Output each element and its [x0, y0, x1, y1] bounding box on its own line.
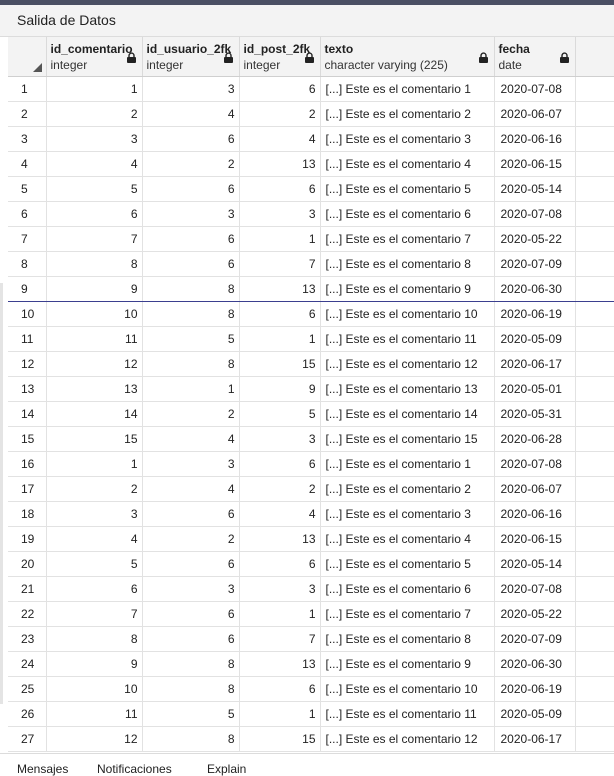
cell-fecha[interactable]: 2020-07-09	[494, 627, 575, 652]
cell-id-comentario[interactable]: 8	[46, 627, 142, 652]
row-number[interactable]: 12	[8, 352, 46, 377]
column-name: id_usuario_2fk	[146, 42, 232, 56]
cell-id-comentario[interactable]: 10	[46, 677, 142, 702]
cell-id-usuario[interactable]: 8	[142, 677, 239, 702]
cell-fecha[interactable]: 2020-05-09	[494, 702, 575, 727]
cell-id-comentario[interactable]: 7	[46, 602, 142, 627]
cell-id-post[interactable]: 2	[239, 477, 320, 502]
cell-id-post[interactable]: 13	[239, 152, 320, 177]
cell-fecha[interactable]: 2020-06-30	[494, 652, 575, 677]
table-row[interactable]	[8, 577, 614, 602]
row-number[interactable]: 22	[8, 602, 46, 627]
row-number[interactable]: 23	[8, 627, 46, 652]
cell-fecha[interactable]: 2020-06-15	[494, 152, 575, 177]
lock-icon	[478, 52, 489, 62]
select-all-corner[interactable]	[8, 37, 46, 77]
cell-fecha[interactable]: 2020-06-17	[494, 727, 575, 752]
cell-texto[interactable]: [...] Este es el comentario 12	[320, 352, 494, 377]
cell-id-usuario[interactable]: 6	[142, 127, 239, 152]
column-header-fecha[interactable]	[494, 37, 575, 77]
cell-texto[interactable]: [...] Este es el comentario 11	[320, 702, 494, 727]
cell-id-usuario[interactable]: 8	[142, 727, 239, 752]
cell-fecha[interactable]: 2020-06-30	[494, 277, 575, 302]
cell-id-comentario[interactable]: 3	[46, 127, 142, 152]
table-row[interactable]	[8, 77, 614, 102]
table-row[interactable]	[8, 452, 614, 477]
row-number[interactable]: 1	[8, 77, 46, 102]
cell-texto[interactable]: [...] Este es el comentario 10	[320, 302, 494, 327]
cell-id-post[interactable]: 13	[239, 277, 320, 302]
table-row[interactable]	[8, 702, 614, 727]
row-filler	[575, 502, 614, 527]
cell-id-post[interactable]: 1	[239, 702, 320, 727]
tab-notificaciones[interactable]: Notificaciones	[97, 762, 172, 776]
cell-id-post[interactable]: 3	[239, 427, 320, 452]
cell-id-post[interactable]: 4	[239, 127, 320, 152]
cell-id-usuario[interactable]: 8	[142, 652, 239, 677]
cell-texto[interactable]: [...] Este es el comentario 4	[320, 152, 494, 177]
row-number[interactable]: 14	[8, 402, 46, 427]
cell-id-usuario[interactable]: 6	[142, 627, 239, 652]
row-filler	[575, 227, 614, 252]
cell-id-comentario[interactable]: 11	[46, 702, 142, 727]
table-row[interactable]	[8, 477, 614, 502]
cell-id-post[interactable]: 6	[239, 552, 320, 577]
panel-title-bar	[0, 5, 614, 37]
cell-id-comentario[interactable]: 10	[46, 302, 142, 327]
row-filler	[575, 702, 614, 727]
cell-id-post[interactable]: 15	[239, 727, 320, 752]
row-number[interactable]: 26	[8, 702, 46, 727]
cell-id-comentario[interactable]: 9	[46, 277, 142, 302]
cell-id-usuario[interactable]: 6	[142, 552, 239, 577]
cell-id-usuario[interactable]: 1	[142, 377, 239, 402]
table-row[interactable]	[8, 252, 614, 277]
cell-fecha[interactable]: 2020-05-31	[494, 402, 575, 427]
row-number[interactable]: 27	[8, 727, 46, 752]
cell-id-post[interactable]: 13	[239, 652, 320, 677]
table-row[interactable]	[8, 202, 614, 227]
row-filler	[575, 452, 614, 477]
table-row[interactable]	[8, 327, 614, 352]
table-row[interactable]	[8, 652, 614, 677]
cell-texto[interactable]: [...] Este es el comentario 5	[320, 552, 494, 577]
column-type: integer	[146, 58, 184, 72]
table-row[interactable]	[8, 377, 614, 402]
row-filler	[575, 202, 614, 227]
cell-id-post[interactable]: 15	[239, 352, 320, 377]
column-header-id-post-2fk[interactable]	[239, 37, 320, 77]
cell-texto[interactable]: [...] Este es el comentario 10	[320, 677, 494, 702]
panel-title: Salida de Datos	[17, 12, 116, 28]
column-name: texto	[324, 42, 354, 56]
cell-id-comentario[interactable]: 13	[46, 377, 142, 402]
cell-id-usuario[interactable]: 8	[142, 302, 239, 327]
cell-texto[interactable]: [...] Este es el comentario 2	[320, 102, 494, 127]
cell-fecha[interactable]: 2020-06-28	[494, 427, 575, 452]
row-filler	[575, 102, 614, 127]
cell-id-usuario[interactable]: 3	[142, 77, 239, 102]
table-row[interactable]	[8, 627, 614, 652]
row-number[interactable]: 5	[8, 177, 46, 202]
cell-id-comentario[interactable]: 3	[46, 502, 142, 527]
column-header-id-usuario-2fk[interactable]	[142, 37, 239, 77]
column-header-texto[interactable]	[320, 37, 494, 77]
cell-fecha[interactable]: 2020-07-08	[494, 452, 575, 477]
row-number[interactable]: 19	[8, 527, 46, 552]
table-row[interactable]	[8, 302, 614, 327]
cell-texto[interactable]: [...] Este es el comentario 12	[320, 727, 494, 752]
cell-fecha[interactable]: 2020-05-22	[494, 227, 575, 252]
cell-fecha[interactable]: 2020-05-14	[494, 552, 575, 577]
row-filler	[575, 177, 614, 202]
row-number[interactable]: 6	[8, 202, 46, 227]
row-filler	[575, 402, 614, 427]
row-number[interactable]: 18	[8, 502, 46, 527]
row-number[interactable]: 21	[8, 577, 46, 602]
column-header-id-comentario[interactable]	[46, 37, 142, 77]
cell-texto[interactable]: [...] Este es el comentario 2	[320, 477, 494, 502]
row-number[interactable]: 3	[8, 127, 46, 152]
cell-id-usuario[interactable]: 8	[142, 352, 239, 377]
row-number[interactable]: 20	[8, 552, 46, 577]
cell-id-usuario[interactable]: 3	[142, 202, 239, 227]
column-name: fecha	[498, 42, 530, 56]
cell-fecha[interactable]: 2020-07-08	[494, 202, 575, 227]
cell-id-usuario[interactable]: 4	[142, 102, 239, 127]
cell-texto[interactable]: [...] Este es el comentario 7	[320, 602, 494, 627]
cell-texto[interactable]: [...] Este es el comentario 6	[320, 202, 494, 227]
cell-texto[interactable]: [...] Este es el comentario 15	[320, 427, 494, 452]
cell-id-comentario[interactable]: 4	[46, 152, 142, 177]
row-number[interactable]: 16	[8, 452, 46, 477]
cell-fecha[interactable]: 2020-05-01	[494, 377, 575, 402]
cell-texto[interactable]: [...] Este es el comentario 3	[320, 127, 494, 152]
cell-id-post[interactable]: 7	[239, 627, 320, 652]
row-number[interactable]: 24	[8, 652, 46, 677]
row-filler	[575, 277, 614, 302]
cell-id-post[interactable]: 9	[239, 377, 320, 402]
table-row[interactable]	[8, 502, 614, 527]
cell-fecha[interactable]: 2020-07-08	[494, 577, 575, 602]
cell-id-post[interactable]: 13	[239, 527, 320, 552]
row-filler	[575, 627, 614, 652]
cell-id-post[interactable]: 1	[239, 327, 320, 352]
row-filler	[575, 727, 614, 752]
cell-id-comentario[interactable]: 14	[46, 402, 142, 427]
header-filler	[575, 37, 614, 77]
cell-id-comentario[interactable]: 2	[46, 102, 142, 127]
table-row[interactable]	[8, 602, 614, 627]
row-filler	[575, 477, 614, 502]
row-filler	[575, 352, 614, 377]
row-filler	[575, 652, 614, 677]
row-filler	[575, 427, 614, 452]
row-number[interactable]: 8	[8, 252, 46, 277]
row-filler	[575, 377, 614, 402]
lock-icon	[559, 52, 570, 62]
cell-id-post[interactable]: 7	[239, 252, 320, 277]
cell-id-usuario[interactable]: 8	[142, 277, 239, 302]
column-type: date	[498, 58, 522, 72]
table-row[interactable]	[8, 677, 614, 702]
table-row[interactable]	[8, 152, 614, 177]
cell-texto[interactable]: [...] Este es el comentario 11	[320, 327, 494, 352]
cell-texto[interactable]: [...] Este es el comentario 1	[320, 77, 494, 102]
cell-texto[interactable]: [...] Este es el comentario 4	[320, 527, 494, 552]
cell-texto[interactable]: [...] Este es el comentario 6	[320, 577, 494, 602]
row-filler	[575, 327, 614, 352]
select-all-triangle-icon	[33, 63, 42, 72]
table-row[interactable]	[8, 127, 614, 152]
cell-id-post[interactable]: 6	[239, 177, 320, 202]
cell-id-usuario[interactable]: 4	[142, 427, 239, 452]
column-type: character varying (225)	[324, 58, 448, 72]
cell-texto[interactable]: [...] Este es el comentario 9	[320, 277, 494, 302]
cell-id-comentario[interactable]: 9	[46, 652, 142, 677]
cell-id-usuario[interactable]: 2	[142, 152, 239, 177]
row-filler	[575, 527, 614, 552]
cell-fecha[interactable]: 2020-06-16	[494, 127, 575, 152]
cell-texto[interactable]: [...] Este es el comentario 1	[320, 452, 494, 477]
table-row[interactable]	[8, 177, 614, 202]
cell-texto[interactable]: [...] Este es el comentario 13	[320, 377, 494, 402]
cell-id-post[interactable]: 3	[239, 202, 320, 227]
row-filler	[575, 77, 614, 102]
cell-texto[interactable]: [...] Este es el comentario 3	[320, 502, 494, 527]
column-name: id_comentario	[50, 42, 133, 56]
table-row[interactable]	[8, 552, 614, 577]
cell-id-comentario[interactable]: 8	[46, 252, 142, 277]
row-number[interactable]: 10	[8, 302, 46, 327]
row-number[interactable]: 7	[8, 227, 46, 252]
table-row[interactable]	[8, 527, 614, 552]
cell-id-comentario[interactable]: 15	[46, 427, 142, 452]
table-row[interactable]	[8, 727, 614, 752]
column-name: id_post_2fk	[243, 42, 311, 56]
cell-id-usuario[interactable]: 6	[142, 602, 239, 627]
cell-id-usuario[interactable]: 6	[142, 252, 239, 277]
cell-id-usuario[interactable]: 6	[142, 227, 239, 252]
row-number[interactable]: 2	[8, 102, 46, 127]
cell-fecha[interactable]: 2020-06-07	[494, 477, 575, 502]
cell-id-comentario[interactable]: 6	[46, 202, 142, 227]
cell-fecha[interactable]: 2020-06-07	[494, 102, 575, 127]
cell-texto[interactable]: [...] Este es el comentario 7	[320, 227, 494, 252]
row-number[interactable]: 13	[8, 377, 46, 402]
cell-id-post[interactable]: 2	[239, 102, 320, 127]
cell-id-comentario[interactable]: 1	[46, 77, 142, 102]
cell-fecha[interactable]: 2020-05-14	[494, 177, 575, 202]
row-filler	[575, 302, 614, 327]
row-number[interactable]: 15	[8, 427, 46, 452]
cell-id-comentario[interactable]: 12	[46, 727, 142, 752]
cell-fecha[interactable]: 2020-05-09	[494, 327, 575, 352]
cell-fecha[interactable]: 2020-07-09	[494, 252, 575, 277]
cell-texto[interactable]: [...] Este es el comentario 14	[320, 402, 494, 427]
table-row[interactable]	[8, 227, 614, 252]
results-table	[8, 37, 614, 752]
tab-mensajes[interactable]: Mensajes	[17, 762, 69, 776]
panel-left-edge	[0, 283, 3, 704]
cell-id-comentario[interactable]: 5	[46, 177, 142, 202]
cell-id-comentario[interactable]: 6	[46, 577, 142, 602]
row-filler	[575, 552, 614, 577]
table-row[interactable]	[8, 352, 614, 377]
bottom-tabs-bar	[0, 753, 614, 776]
table-row[interactable]	[8, 402, 614, 427]
cell-texto[interactable]: [...] Este es el comentario 9	[320, 652, 494, 677]
cell-id-post[interactable]: 1	[239, 602, 320, 627]
row-number[interactable]: 25	[8, 677, 46, 702]
column-type: integer	[50, 58, 88, 72]
cell-id-usuario[interactable]: 5	[142, 702, 239, 727]
cell-id-usuario[interactable]: 3	[142, 452, 239, 477]
cell-id-usuario[interactable]: 2	[142, 402, 239, 427]
table-row[interactable]	[8, 102, 614, 127]
cell-id-post[interactable]: 6	[239, 677, 320, 702]
lock-icon	[223, 52, 234, 62]
lock-icon	[304, 52, 315, 62]
cell-id-post[interactable]: 1	[239, 227, 320, 252]
cell-id-usuario[interactable]: 2	[142, 527, 239, 552]
row-filler	[575, 252, 614, 277]
row-number[interactable]: 9	[8, 277, 46, 302]
row-number[interactable]: 17	[8, 477, 46, 502]
cell-id-usuario[interactable]: 5	[142, 327, 239, 352]
cell-id-usuario[interactable]: 6	[142, 502, 239, 527]
cell-id-usuario[interactable]: 6	[142, 177, 239, 202]
column-type: integer	[243, 58, 281, 72]
cell-id-usuario[interactable]: 3	[142, 577, 239, 602]
cell-id-post[interactable]: 5	[239, 402, 320, 427]
tab-explain[interactable]: Explain	[207, 762, 247, 776]
cell-id-post[interactable]: 3	[239, 577, 320, 602]
cell-id-usuario[interactable]: 4	[142, 477, 239, 502]
row-filler	[575, 152, 614, 177]
cell-fecha[interactable]: 2020-06-15	[494, 527, 575, 552]
cell-id-post[interactable]: 6	[239, 77, 320, 102]
cell-id-post[interactable]: 6	[239, 302, 320, 327]
cell-fecha[interactable]: 2020-06-19	[494, 677, 575, 702]
cell-texto[interactable]: [...] Este es el comentario 5	[320, 177, 494, 202]
row-filler	[575, 577, 614, 602]
table-row[interactable]	[8, 277, 614, 302]
table-row[interactable]	[8, 427, 614, 452]
table-header-row	[8, 37, 614, 77]
row-number[interactable]: 4	[8, 152, 46, 177]
cell-fecha[interactable]: 2020-06-19	[494, 302, 575, 327]
cell-fecha[interactable]: 2020-05-22	[494, 602, 575, 627]
cell-id-comentario[interactable]: 12	[46, 352, 142, 377]
cell-fecha[interactable]: 2020-07-08	[494, 77, 575, 102]
cell-id-post[interactable]: 6	[239, 452, 320, 477]
cell-id-comentario[interactable]: 5	[46, 552, 142, 577]
cell-texto[interactable]: [...] Este es el comentario 8	[320, 627, 494, 652]
row-number[interactable]: 11	[8, 327, 46, 352]
cell-id-post[interactable]: 4	[239, 502, 320, 527]
cell-id-comentario[interactable]: 1	[46, 452, 142, 477]
cell-id-comentario[interactable]: 11	[46, 327, 142, 352]
cell-id-comentario[interactable]: 4	[46, 527, 142, 552]
cell-id-comentario[interactable]: 7	[46, 227, 142, 252]
row-filler	[575, 602, 614, 627]
cell-fecha[interactable]: 2020-06-16	[494, 502, 575, 527]
row-filler	[575, 677, 614, 702]
row-filler	[575, 127, 614, 152]
cell-fecha[interactable]: 2020-06-17	[494, 352, 575, 377]
cell-texto[interactable]: [...] Este es el comentario 8	[320, 252, 494, 277]
lock-icon	[126, 52, 137, 62]
cell-id-comentario[interactable]: 2	[46, 477, 142, 502]
data-output-grid	[8, 37, 614, 753]
